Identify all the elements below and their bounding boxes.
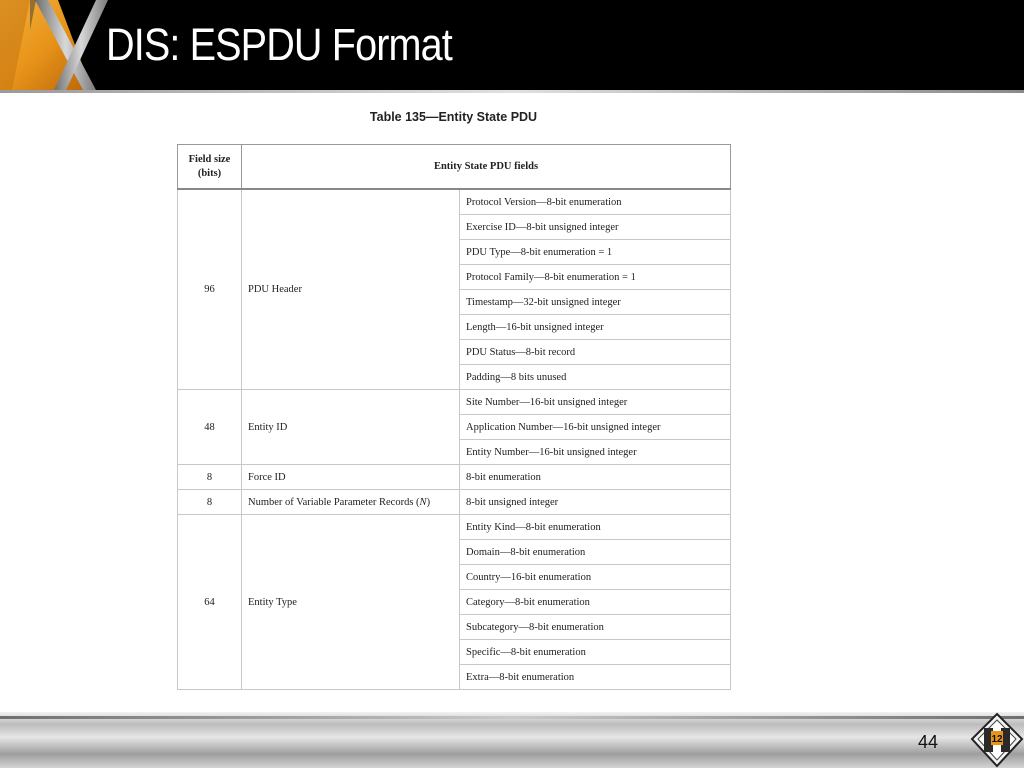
- subfield-cell: Country—16-bit enumeration: [460, 565, 731, 590]
- subfield-cell: Domain—8-bit enumeration: [460, 540, 731, 565]
- field-size-cell: 48: [178, 390, 242, 465]
- table-row: [178, 490, 731, 515]
- table-row: [178, 189, 731, 215]
- subfield-cell: Application Number—16-bit unsigned integer: [460, 415, 731, 440]
- header-pdu-fields: Entity State PDU fields: [242, 145, 731, 190]
- table-row: [178, 515, 731, 540]
- field-size-cell: 8: [178, 465, 242, 490]
- slide-title: DIS: ESPDU Format: [106, 19, 452, 70]
- subfield-cell: Specific—8-bit enumeration: [460, 640, 731, 665]
- field-name-cell: PDU Header: [242, 189, 460, 390]
- field-size-cell: 8: [178, 490, 242, 515]
- subfield-cell: Exercise ID—8-bit unsigned integer: [460, 215, 731, 240]
- footer-bar: [0, 712, 1024, 768]
- subfield-cell: PDU Type—8-bit enumeration = 1: [460, 240, 731, 265]
- table-caption: Table 135—Entity State PDU: [369, 110, 538, 124]
- industry-badge-logo: [970, 712, 1024, 768]
- field-name-cell: Entity ID: [242, 390, 460, 465]
- subfield-cell: Timestamp—32-bit unsigned integer: [460, 290, 731, 315]
- entity-state-pdu-table: [177, 144, 731, 690]
- subfield-cell: Subcategory—8-bit enumeration: [460, 615, 731, 640]
- subfield-cell: PDU Status—8-bit record: [460, 340, 731, 365]
- subfield-cell: 8-bit enumeration: [460, 465, 731, 490]
- subfield-cell: Length—16-bit unsigned integer: [460, 315, 731, 340]
- subfield-cell: Entity Number—16-bit unsigned integer: [460, 440, 731, 465]
- field-size-cell: 96: [178, 189, 242, 390]
- subfield-cell: Extra—8-bit enumeration: [460, 665, 731, 690]
- table-body: [178, 189, 731, 690]
- field-name-cell: Force ID: [242, 465, 460, 490]
- table-header-row: [178, 145, 731, 190]
- field-name-cell: Entity Type: [242, 515, 460, 690]
- subfield-cell: Category—8-bit enumeration: [460, 590, 731, 615]
- subfield-cell: 8-bit unsigned integer: [460, 490, 731, 515]
- header-field-size: Field size (bits): [178, 145, 242, 190]
- title-bar: [0, 0, 1024, 90]
- table-row: [178, 465, 731, 490]
- subfield-cell: Site Number—16-bit unsigned integer: [460, 390, 731, 415]
- subfield-cell: Protocol Version—8-bit enumeration: [460, 189, 731, 215]
- page-number: 44: [917, 732, 938, 752]
- title-divider: [0, 90, 1024, 93]
- subfield-cell: Padding—8 bits unused: [460, 365, 731, 390]
- subfield-cell: Entity Kind—8-bit enumeration: [460, 515, 731, 540]
- field-name-cell: Number of Variable Parameter Records (N): [242, 490, 460, 515]
- table-row: [178, 390, 731, 415]
- logo-badge-number: 12: [991, 734, 1003, 745]
- field-size-cell: 64: [178, 515, 242, 690]
- subfield-cell: Protocol Family—8-bit enumeration = 1: [460, 265, 731, 290]
